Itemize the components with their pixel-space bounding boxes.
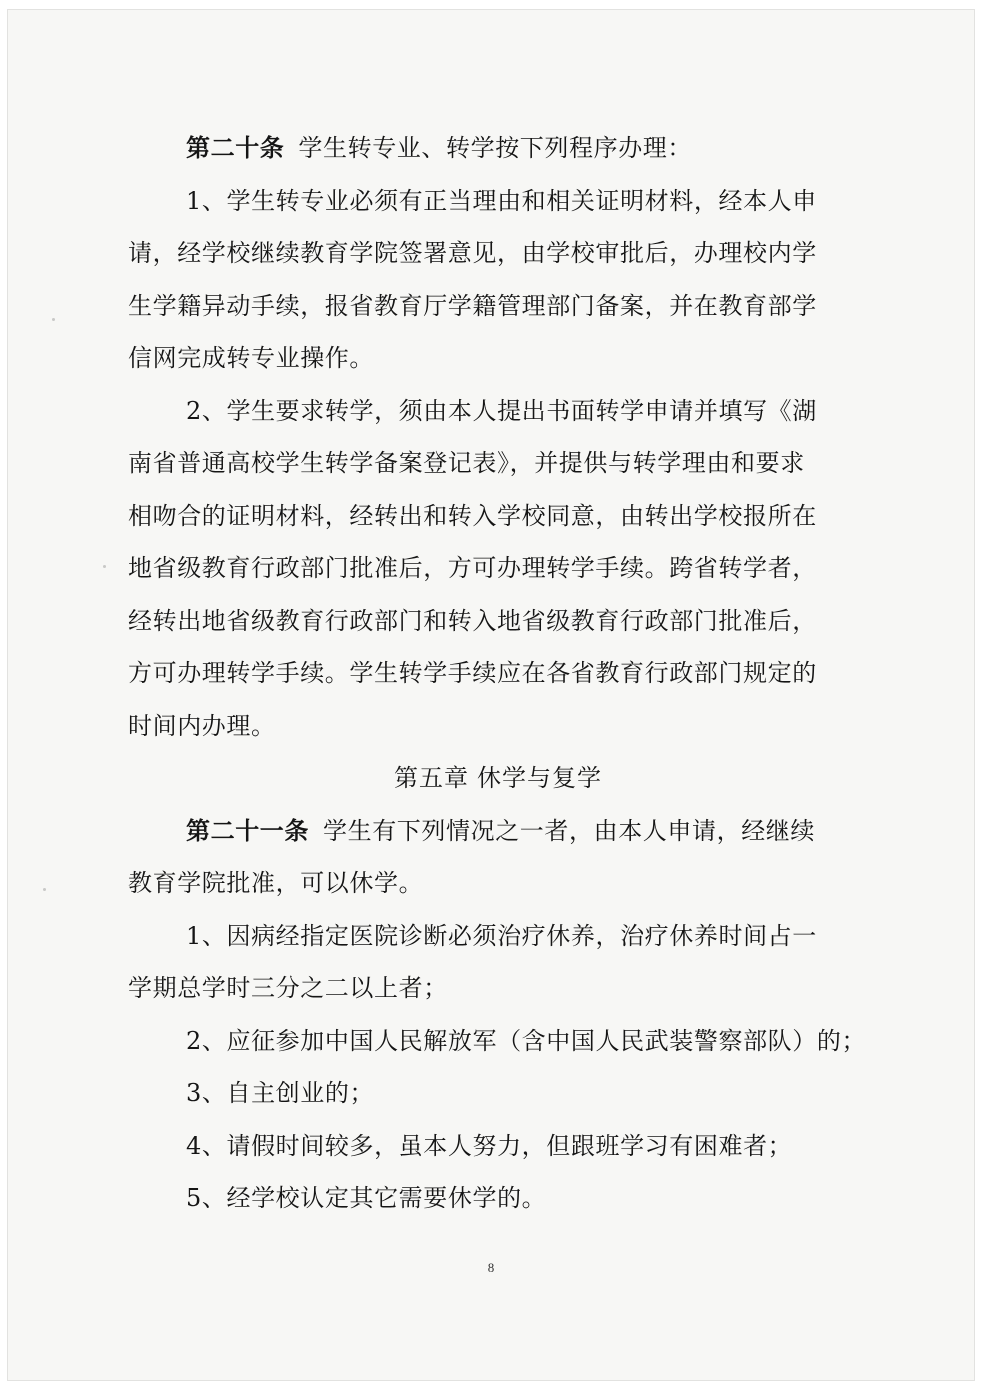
article-20-p1-line: 1、学生转专业必须有正当理由和相关证明材料，经本人申 xyxy=(186,186,817,215)
scan-speck xyxy=(52,318,55,321)
article-20-p2-line: 时间内办理。 xyxy=(128,711,276,740)
article-20-p1-line: 生学籍异动手续，报省教育厅学籍管理部门备案，并在教育部学 xyxy=(128,291,817,320)
article-21-item-2: 2、应征参加中国人民解放军（含中国人民武装警察部队）的； xyxy=(186,1026,867,1055)
chapter-5-number: 第五章 xyxy=(394,764,469,792)
article-20-p2-line: 相吻合的证明材料，经转出和转入学校同意，由转出学校报所在 xyxy=(128,501,817,530)
article-21-intro-line: 教育学院批准，可以休学。 xyxy=(128,869,424,897)
article-21-intro-text: 学生有下列情况之一者，由本人申请，经继续 xyxy=(323,816,815,845)
article-20-p2-line: 方可办理转学手续。学生转学手续应在各省教育行政部门规定的 xyxy=(128,659,817,687)
article-20-p2-line: 地省级教育行政部门批准后，方可办理转学手续。跨省转学者， xyxy=(128,554,817,582)
article-21-heading: 第二十一条 xyxy=(186,815,309,845)
article-20-p1-line: 信网完成转专业操作。 xyxy=(128,344,374,372)
article-20-p1-line: 请，经学校继续教育学院签署意见，由学校审批后，办理校内学 xyxy=(128,239,817,267)
page-number: 8 xyxy=(487,1260,495,1275)
article-21-item-4: 4、请假时间较多，虽本人努力，但跟班学习有困难者； xyxy=(186,1131,793,1160)
document-body xyxy=(128,122,868,1225)
article-20-intro xyxy=(128,122,868,175)
article-21-item-3: 3、自主创业的； xyxy=(186,1079,375,1107)
article-20-heading: 第二十条 xyxy=(186,133,285,162)
article-21-intro xyxy=(128,805,868,858)
chapter-5-heading xyxy=(128,752,868,805)
scan-speck xyxy=(43,888,46,891)
article-21-item-5: 5、经学校认定其它需要休学的。 xyxy=(186,1184,547,1212)
article-20-p2-line: 2、学生要求转学，须由本人提出书面转学申请并填写《湖 xyxy=(186,396,817,425)
article-21-item-1-line: 1、因病经指定医院诊断必须治疗休养，治疗休养时间占一 xyxy=(186,921,817,950)
article-20-p2-line: 南省普通高校学生转学备案登记表》，并提供与转学理由和要求 xyxy=(128,449,805,477)
article-20-p2-line: 经转出地省级教育行政部门和转入地省级教育行政部门批准后， xyxy=(128,606,817,635)
article-21-item-1-line: 学期总学时三分之二以上者； xyxy=(128,974,448,1002)
article-20-intro-text: 学生转专业、转学按下列程序办理： xyxy=(298,134,693,162)
chapter-5-title: 休学与复学 xyxy=(477,764,602,792)
scan-speck xyxy=(103,565,106,568)
